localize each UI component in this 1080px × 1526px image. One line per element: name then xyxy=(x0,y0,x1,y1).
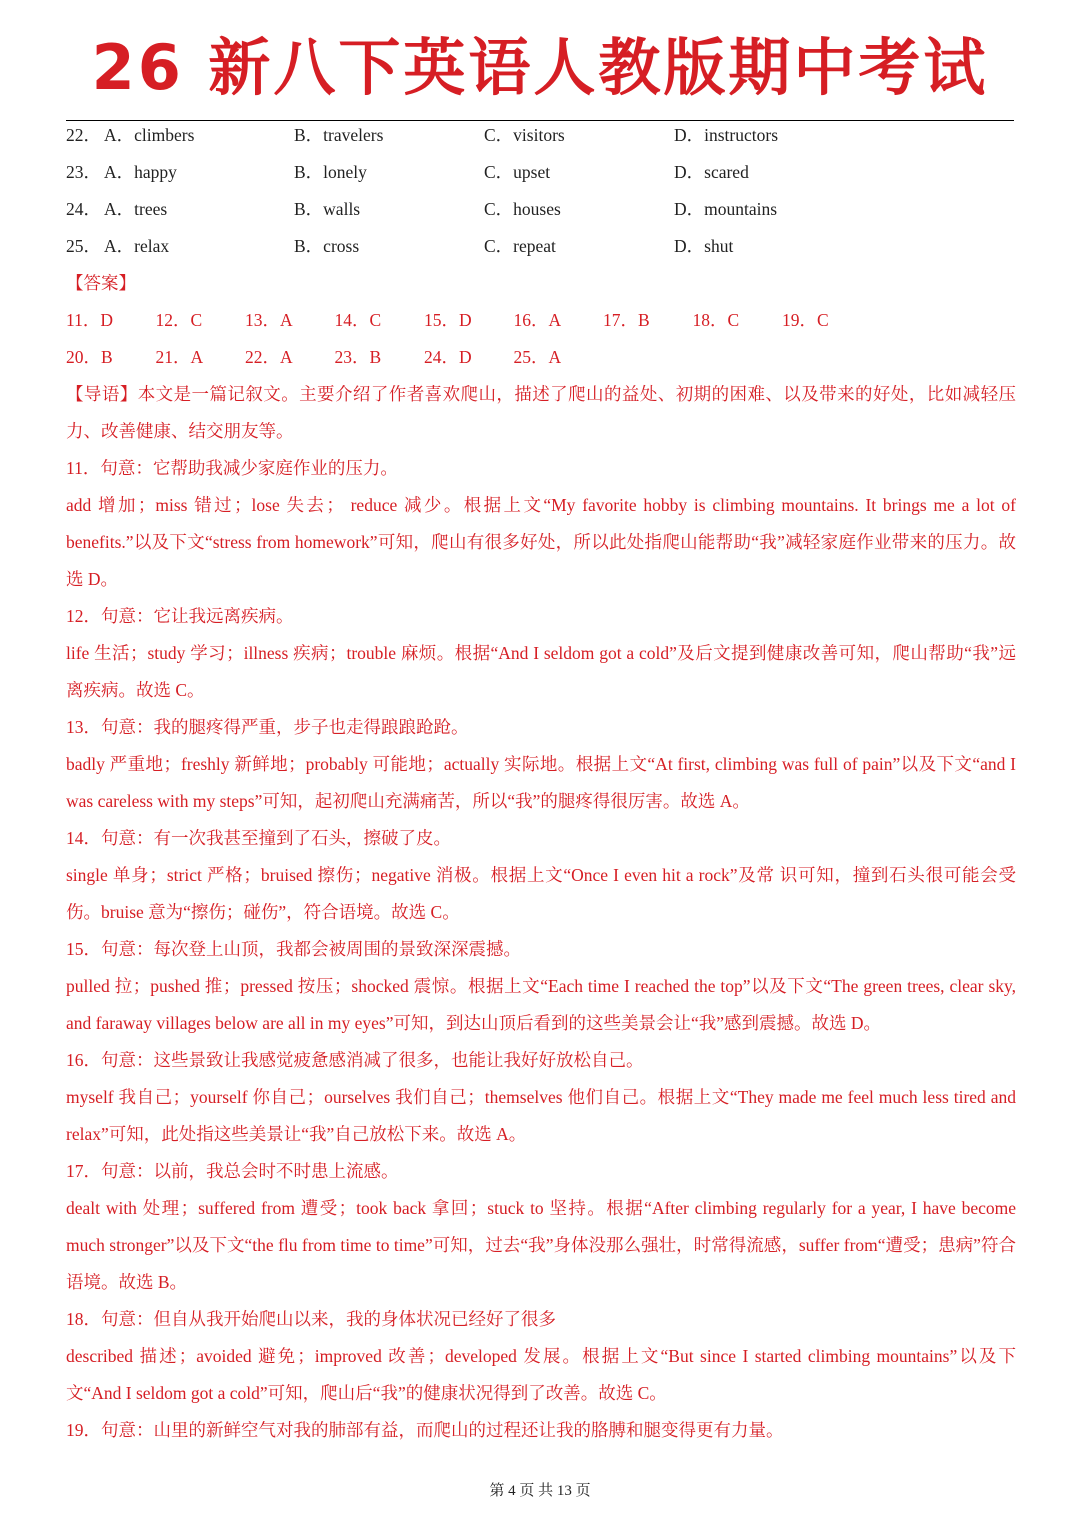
choice-row xyxy=(66,154,1016,191)
choice-row xyxy=(66,191,1016,228)
page-number: 第 4 页 共 13 页 xyxy=(489,1483,591,1499)
explanation-analysis: add 增加；miss 错过；lose 失去； reduce 减少。根据上文“My favorite hobby is climbing mountains. It brings me a lot of benefits.”以及下文“stress from homework”可知，爬山有很多好处，所以此处指爬山能帮助“我”减轻家庭作业带来的压力。故选 D。 xyxy=(66,495,1016,589)
option-b: B．walls xyxy=(294,199,361,219)
option-b: B．cross xyxy=(294,236,360,256)
explanation-analysis: life 生活；study 学习；illness 疾病；trouble 麻烦。根据“And I seldom got a cold”及后文提到健康改善可知，爬山帮助“我”远离疾病。故选 C。 xyxy=(66,643,1016,700)
option-a: A．climbers xyxy=(104,125,195,145)
answer-item: 19．C xyxy=(782,310,829,330)
choice-row xyxy=(66,117,1016,154)
explanation-analysis: dealt with 处理；suffered from 遭受；took back 拿回；stuck to 坚持。根据“After climbing regularly for a year, I have become much stronger”以及下文“the flu from time to time”可知，过去“我”身体没那么强壮，时常得流感，suffer from“遭受；患病”符合语境。故选 B。 xyxy=(66,1198,1016,1292)
question-number: 24． xyxy=(66,199,101,219)
answer-item: 21．A xyxy=(155,347,204,367)
explanation-analysis: badly 严重地；freshly 新鲜地；probably 可能地；actually 实际地。根据上文“At first, climbing was full of pain”以及下文“and I was careless with my steps”可知，起初爬山充满痛苦，所以“我”的腿疼得很厉害。故选 A。 xyxy=(66,754,1016,811)
question-number: 23． xyxy=(66,162,101,182)
explanation-analysis: myself 我自己；yourself 你自己；ourselves 我们自己；themselves 他们自己。根据上文“They made me feel much less tired and relax”可知，此处指这些美景让“我”自己放松下来。故选 A。 xyxy=(66,1087,1016,1144)
answer-item: 15．D xyxy=(424,310,472,330)
explanation-sentence: 16．句意：这些景致让我感觉疲惫感消减了很多，也能让我好好放松自己。 xyxy=(66,1050,644,1070)
explanation-sentence: 11．句意：它帮助我减少家庭作业的压力。 xyxy=(66,458,398,478)
explanation-sentence: 18．句意：但自从我开始爬山以来，我的身体状况已经好了很多 xyxy=(66,1309,556,1329)
answer-heading: 【答案】 xyxy=(66,273,136,293)
answer-item: 11．D xyxy=(66,310,113,330)
explanation-sentence: 12．句意：它让我远离疾病。 xyxy=(66,606,294,626)
explanation-analysis: described 描述；avoided 避免；improved 改善；developed 发展。根据上文“But since I started climbing mountains”以及下文“And I seldom got a cold”可知，爬山后“我”的健康状况得到了改善。故选 C。 xyxy=(66,1346,1016,1403)
option-d: D．instructors xyxy=(674,125,779,145)
page-content xyxy=(66,117,1016,1449)
explanation-analysis: pulled 拉；pushed 推；pressed 按压；shocked 震惊。根据上文“Each time I reached the top”以及下文“The green trees, clear sky, and faraway villages below are all in my eyes”可知，到达山顶后看到的这些美景会让“我”感到震撼。故选 D。 xyxy=(66,976,1016,1033)
passage-intro: 【导语】本文是一篇记叙文。主要介绍了作者喜欢爬山，描述了爬山的益处、初期的困难、以及带来的好处，比如减轻压力、改善健康、结交朋友等。 xyxy=(66,384,1016,441)
option-d: D．shut xyxy=(674,236,734,256)
question-number: 25． xyxy=(66,236,101,256)
explanation-analysis: single 单身；strict 严格；bruised 擦伤；negative 消极。根据上文“Once I even hit a rock”及常 识可知，撞到石头很可能会受伤。bruise 意为“擦伤；碰伤”，符合语境。故选 C。 xyxy=(66,865,1016,922)
answer-item: 20．B xyxy=(66,347,113,367)
explanation-sentence: 19．句意：山里的新鲜空气对我的肺部有益，而爬山的过程还让我的胳膊和腿变得更有力量。 xyxy=(66,1420,784,1440)
answer-item: 12．C xyxy=(155,310,203,330)
option-a: A．relax xyxy=(104,236,170,256)
option-c: C．repeat xyxy=(484,236,556,256)
answer-item: 16．A xyxy=(513,310,562,330)
answer-row-1 xyxy=(66,302,1016,339)
choice-row xyxy=(66,228,1016,265)
answer-item: 17．B xyxy=(603,310,650,330)
option-c: C．visitors xyxy=(484,125,565,145)
answer-item: 23．B xyxy=(334,347,382,367)
explanation-sentence: 14．句意：有一次我甚至撞到了石头，擦破了皮。 xyxy=(66,828,451,848)
option-c: C．upset xyxy=(484,162,551,182)
explanation-sentence: 15．句意：每次登上山顶，我都会被周围的景致深深震撼。 xyxy=(66,939,521,959)
question-number: 22． xyxy=(66,125,101,145)
option-d: D．scared xyxy=(674,162,749,182)
explanation-sentence: 17．句意：以前，我总会时不时患上流感。 xyxy=(66,1161,399,1181)
page-banner-title: 26 新八下英语人教版期中考试 xyxy=(91,31,989,104)
answer-item: 22．A xyxy=(245,347,293,367)
answer-item: 14．C xyxy=(334,310,382,330)
option-a: A．trees xyxy=(104,199,168,219)
explanation-sentence: 13．句意：我的腿疼得严重，步子也走得踉踉跄跄。 xyxy=(66,717,469,737)
option-b: B．lonely xyxy=(294,162,367,182)
option-b: B．travelers xyxy=(294,125,384,145)
option-a: A．happy xyxy=(104,162,177,182)
option-d: D．mountains xyxy=(674,199,778,219)
answer-item: 25．A xyxy=(513,347,562,367)
answer-row-2 xyxy=(66,339,1016,376)
answer-item: 18．C xyxy=(692,310,740,330)
answer-item: 24．D xyxy=(424,347,472,367)
option-c: C．houses xyxy=(484,199,561,219)
answer-item: 13．A xyxy=(245,310,293,330)
